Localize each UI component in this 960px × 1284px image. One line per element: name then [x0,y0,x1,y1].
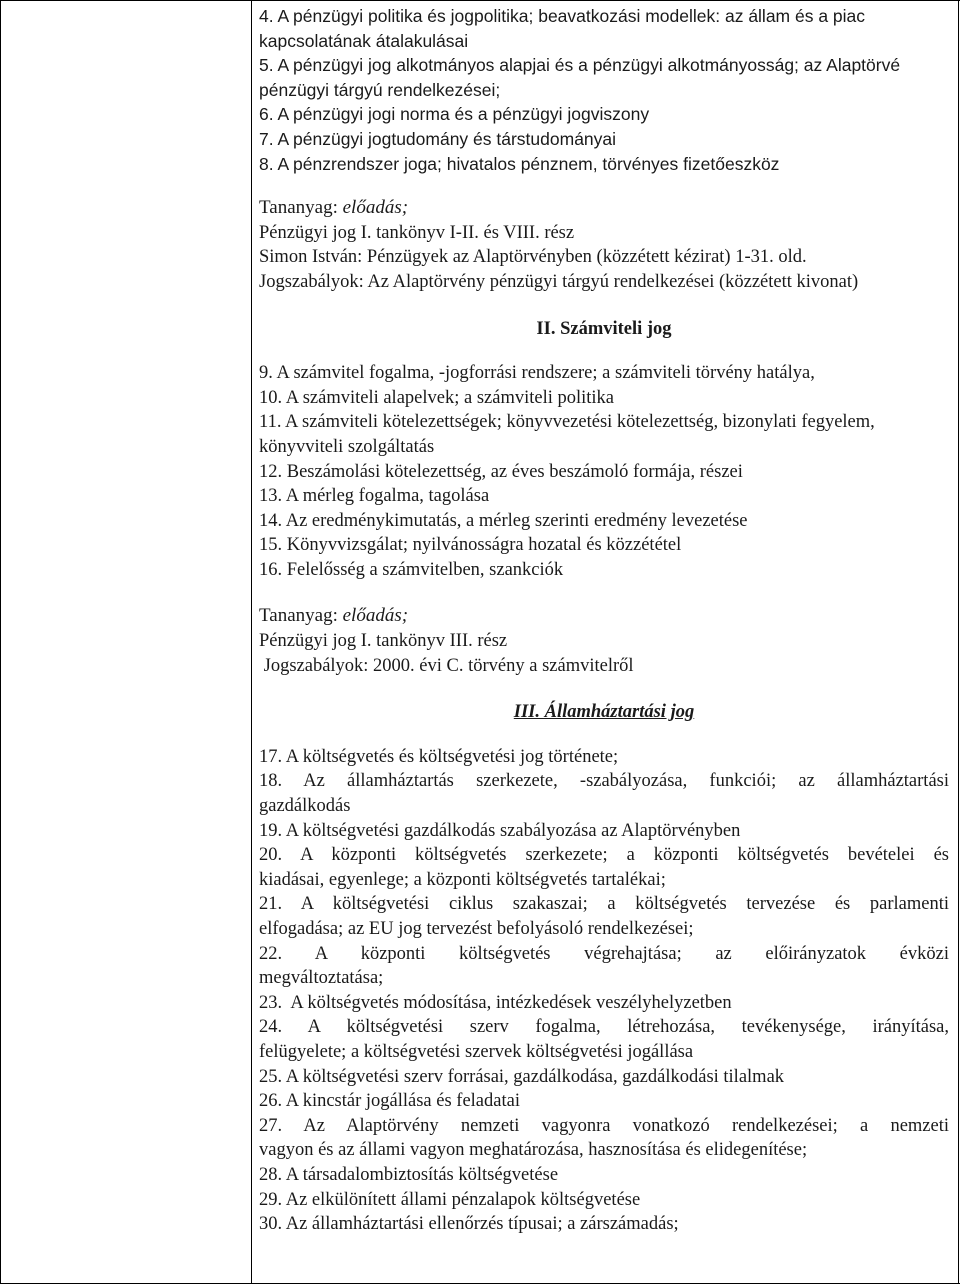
topic-line: 22. A központi költségvetés végrehajtása; az előirányzatok évközi [259,943,949,964]
topic-line: 24. A költségvetési szerv fogalma, létrehozása, tevékenysége, irányítása, [259,1017,949,1038]
topic-line: 23. A költségvetés módosítása, intézkedések veszélyhelyzetben [259,992,732,1013]
section-3-topic-list [259,745,959,1237]
topic-line: 27. Az Alaptörvény nemzeti vagyonra vonatkozó rendelkezései; a nemzeti [259,1115,949,1136]
section-2-topic-list [259,361,959,582]
tananyag-label: Tananyag: [259,605,338,627]
topic-line: 25. A költségvetési szerv forrásai, gazdálkodása, gazdálkodási tilalmak [259,1066,785,1087]
topic-line: 6. A pénzügyi jogi norma és a pénzügyi jogviszony [259,104,650,125]
topic-line: 9. A számvitel fogalma, -jogforrási rendszere; a számviteli törvény hatálya, [259,363,815,384]
content-cell [259,4,959,1237]
topic-29 [259,1188,959,1213]
topic-line: 30. Az államháztartási ellenőrzés típusai; a zárszámadás; [259,1214,679,1235]
topic-22 [259,942,959,991]
topic-26 [259,1089,959,1114]
topic-20 [259,843,959,892]
legislation-value: Az Alaptörvény pénzügyi tárgyú rendelkezései (közzétett kivonat) [367,271,859,292]
topic-5 [259,53,959,102]
topic-8 [259,152,959,177]
reading-line: Pénzügyi jog I. tankönyv I-II. és VIII. rész [259,222,575,243]
topic-line: 15. Könyvvizsgálat; nyilvánosságra hozatal és közzététel [259,535,682,556]
topic-line: 16. Felelősség a számvitelben, szankciók [259,559,564,580]
topic-line: könyvviteli szolgáltatás [259,436,435,457]
reading-line: Simon István: Pénzügyek az Alaptörvényben (közzétett kézirat) 1-31. old. [259,247,807,268]
topic-line: 28. A társadalombiztosítás költségvetése [259,1164,559,1185]
topic-line: kapcsolatának átalakulásai [259,30,469,51]
topic-line: 5. A pénzügyi jog alkotmányos alapjai és a pénzügyi alkotmányosság; az Alaptörvé [259,55,901,76]
table-top-border [0,0,960,1]
topic-line: 12. Beszámolási kötelezettség, az éves beszámoló formája, részei [259,461,743,482]
topic-line: elfogadása; az EU jog tervezést befolyásoló rendelkezései; [259,919,694,939]
topic-line: 11. A számviteli kötelezettségek; könyvvezetési kötelezettség, bizonylati fegyelem, [259,412,875,433]
topic-line: 7. A pénzügyi jogtudomány és társtudományai [259,128,617,149]
topic-23 [259,991,959,1016]
topic-line: 18. Az államháztartás szerkezete, -szabályozása, funkciói; az államháztartási [259,771,949,792]
legislation-line: Jogszabályok: 2000. évi C. törvény a számvitelről [259,655,634,676]
topic-24 [259,1015,959,1064]
topic-25 [259,1065,959,1090]
topic-18 [259,769,959,818]
topic-21 [259,892,959,941]
topic-line: 21. A költségvetési ciklus szakaszai; a költségvetés tervezése és parlamenti [259,894,949,915]
topic-line: pénzügyi tárgyú rendelkezései; [259,79,501,100]
legislation-line [259,270,959,295]
topic-line: 4. A pénzügyi politika és jogpolitika; beavatkozási modellek: az állam és a piac [259,6,866,26]
reading-line: Pénzügyi jog I. tankönyv III. rész [259,631,508,652]
tananyag-block-2 [259,604,959,678]
topic-28 [259,1163,959,1188]
section-heading-3: III. Államháztartási jog [513,702,695,723]
topic-line: kiadásai, egyenlege; a központi költségvetés tartalékai; [259,869,666,890]
topic-7 [259,127,959,152]
topic-line: 19. A költségvetési gazdálkodás szabályozása az Alaptörvényben [259,820,741,841]
tananyag-value: előadás; [342,197,409,219]
tananyag-block-1 [259,196,959,294]
topic-line: megváltoztatása; [259,968,384,989]
topic-line: 20. A központi költségvetés szerkezete; a központi költségvetés bevételei és [259,845,949,866]
topic-line: gazdálkodás [259,796,351,817]
tananyag-heading [259,604,959,629]
topic-line: 17. A költségvetés és költségvetési jog története; [259,746,619,767]
topic-6 [259,102,959,127]
topic-27 [259,1114,959,1163]
topic-4 [259,4,959,53]
table-column-divider [251,0,252,1284]
topic-30 [259,1212,959,1237]
topic-19 [259,819,959,844]
topic-line: 10. A számviteli alapelvek; a számviteli politika [259,387,615,408]
intro-topic-list [259,4,959,176]
topic-line: 29. Az elkülönített állami pénzalapok költségvetése [259,1189,641,1210]
section-heading-2: II. Számviteli jog [536,318,672,339]
topic-line: felügyelete; a költségvetési szervek költségvetési jogállása [259,1041,694,1062]
topic-line: 13. A mérleg fogalma, tagolása [259,486,490,507]
tananyag-heading [259,196,959,221]
tananyag-value: előadás; [342,605,409,627]
topic-line: vagyon és az állami vagyon meghatározása, hasznosítása és elidegenítése; [259,1140,808,1161]
topic-line: 26. A kincstár jogállása és feladatai [259,1091,520,1112]
topic-17 [259,745,959,770]
topic-line: 8. A pénzrendszer joga; hivatalos pénznem, törvényes fizetőeszköz [259,153,780,174]
tananyag-label: Tananyag: [259,197,338,219]
topic-line: 14. Az eredménykimutatás, a mérleg szerinti eredmény levezetése [259,510,748,531]
legislation-label: Jogszabályok: [259,271,364,292]
table-left-border [0,0,1,1284]
